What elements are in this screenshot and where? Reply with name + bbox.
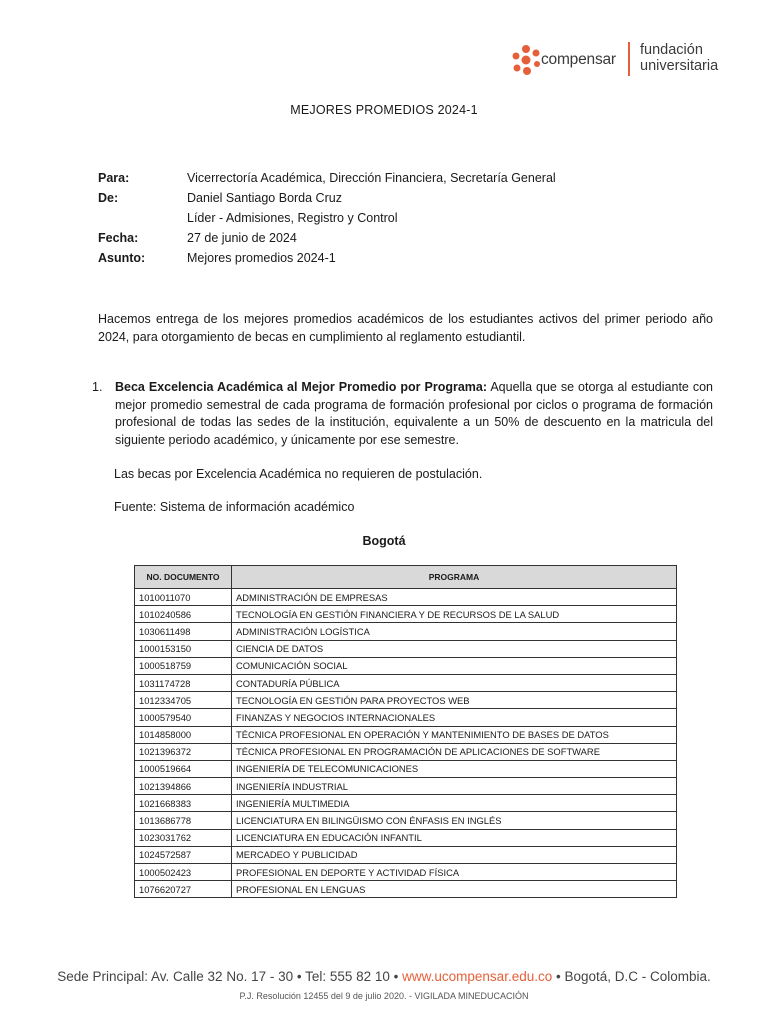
note-text: Las becas por Excelencia Académica no requieren de postulación. [114, 467, 483, 481]
footer-legal: P.J. Resolución 12455 del 9 de julio 2020. - VIGILADA MINEDUCACIÓN [239, 991, 529, 1001]
table-header-row [135, 566, 677, 589]
header-label: Fecha: [98, 231, 139, 245]
document-cell: 1021394866 [135, 778, 232, 795]
logo-brand: compensar [541, 51, 616, 68]
header-value: Mejores promedios 2024-1 [187, 251, 336, 265]
program-cell: TECNOLOGÍA EN GESTIÓN FINANCIERA Y DE RECURSOS DE LA SALUD [232, 606, 677, 623]
document-cell: 1014858000 [135, 726, 232, 743]
table-row [135, 657, 677, 674]
table-row [135, 829, 677, 846]
program-cell: INGENIERÍA MULTIMEDIA [232, 795, 677, 812]
table-row [135, 881, 677, 898]
list-body: Aquella que se otorga al estudiante con mejor promedio semestral de cada programa de formación profesional por ciclos o programa de formación profesional de todas las sedes de la institución, equivalente a un 50% de descuento en la matricula del siguiente periodo académico, y únicamente por ese semestre. [115, 380, 714, 447]
program-cell: INGENIERÍA DE TELECOMUNICACIONES [232, 760, 677, 777]
document-cell: 1023031762 [135, 829, 232, 846]
program-cell: ADMINISTRACIÓN LOGÍSTICA [232, 623, 677, 640]
document-title: MEJORES PROMEDIOS 2024-1 [290, 103, 478, 117]
header-value: Líder - Admisiones, Registro y Control [187, 211, 398, 225]
program-cell: PROFESIONAL EN LENGUAS [232, 881, 677, 898]
header-label: De: [98, 191, 119, 205]
document-cell: 1021668383 [135, 795, 232, 812]
table-row [135, 846, 677, 863]
program-cell: CIENCIA DE DATOS [232, 640, 677, 657]
header-label: Para: [98, 171, 130, 185]
footer-address-post: • Bogotá, D.C - Colombia. [552, 969, 711, 984]
document-cell: 1013686778 [135, 812, 232, 829]
document-cell: 1000518759 [135, 657, 232, 674]
header-fecha [98, 231, 658, 249]
footer-website-link[interactable]: www.ucompensar.edu.co [402, 969, 553, 984]
column-header-document: NO. DOCUMENTO [135, 566, 232, 589]
document-cell: 1012334705 [135, 692, 232, 709]
document-cell: 1010011070 [135, 589, 232, 606]
document-cell: 1000153150 [135, 640, 232, 657]
table-row [135, 812, 677, 829]
header-value: Daniel Santiago Borda Cruz [187, 191, 342, 205]
table-row [135, 640, 677, 657]
scholarship-table [134, 565, 677, 898]
document-cell: 1076620727 [135, 881, 232, 898]
document-cell: 1030611498 [135, 623, 232, 640]
table-row [135, 864, 677, 881]
program-cell: COMUNICACIÓN SOCIAL [232, 657, 677, 674]
document-cell: 1031174728 [135, 674, 232, 691]
table-row [135, 606, 677, 623]
program-cell: TÉCNICA PROFESIONAL EN PROGRAMACIÓN DE APLICACIONES DE SOFTWARE [232, 743, 677, 760]
header-de [98, 191, 658, 209]
header-asunto [98, 251, 658, 269]
column-header-program: PROGRAMA [232, 566, 677, 589]
document-cell: 1000519664 [135, 760, 232, 777]
logo-subtitle [640, 42, 718, 74]
table-row [135, 726, 677, 743]
compensar-dots-icon [510, 44, 542, 76]
table-row [135, 778, 677, 795]
table-row [135, 623, 677, 640]
logo-line2: universitaria [640, 58, 719, 74]
program-cell: TÉCNICA PROFESIONAL EN OPERACIÓN Y MANTENIMIENTO DE BASES DE DATOS [232, 726, 677, 743]
program-cell: PROFESIONAL EN DEPORTE Y ACTIVIDAD FÍSICA [232, 864, 677, 881]
footer-address-pre: Sede Principal: Av. Calle 32 No. 17 - 30 • Tel: 555 82 10 • [57, 969, 403, 984]
header-value: Vicerrectoría Académica, Dirección Financiera, Secretaría General [187, 171, 556, 185]
header-para [98, 171, 658, 189]
document-cell: 1010240586 [135, 606, 232, 623]
table-row [135, 743, 677, 760]
program-cell: LICENCIATURA EN BILINGÜISMO CON ÉNFASIS EN INGLÉS [232, 812, 677, 829]
institution-logo [510, 42, 730, 78]
table-row [135, 795, 677, 812]
table-row [135, 709, 677, 726]
document-cell: 1021396372 [135, 743, 232, 760]
document-cell: 1000502423 [135, 864, 232, 881]
header-value: 27 de junio de 2024 [187, 231, 297, 245]
logo-divider [628, 42, 630, 76]
header-role [98, 211, 658, 229]
table-row [135, 692, 677, 709]
table-row [135, 760, 677, 777]
table-row [135, 589, 677, 606]
document-cell: 1024572587 [135, 846, 232, 863]
program-cell: FINANZAS Y NEGOCIOS INTERNACIONALES [232, 709, 677, 726]
program-cell: LICENCIATURA EN EDUCACIÓN INFANTIL [232, 829, 677, 846]
city-heading: Bogotá [362, 534, 406, 548]
program-cell: MERCADEO Y PUBLICIDAD [232, 846, 677, 863]
program-cell: CONTADURÍA PÚBLICA [232, 674, 677, 691]
footer-address [0, 969, 768, 984]
source-text: Fuente: Sistema de información académico [114, 500, 355, 514]
list-bold-heading: Beca Excelencia Académica al Mejor Promedio por Programa: [115, 380, 488, 394]
intro-paragraph: Hacemos entrega de los mejores promedios académicos de los estudiantes activos del primer periodo año 2024, para otorgamiento de becas en cumplimiento al reglamento estudiantil. [98, 312, 713, 344]
table-row [135, 674, 677, 691]
list-number: 1. [92, 380, 103, 394]
list-text [115, 379, 713, 449]
header-label: Asunto: [98, 251, 146, 265]
program-cell: ADMINISTRACIÓN DE EMPRESAS [232, 589, 677, 606]
program-cell: INGENIERÍA INDUSTRIAL [232, 778, 677, 795]
logo-line1: fundación [640, 42, 703, 58]
program-cell: TECNOLOGÍA EN GESTIÓN PARA PROYECTOS WEB [232, 692, 677, 709]
document-cell: 1000579540 [135, 709, 232, 726]
